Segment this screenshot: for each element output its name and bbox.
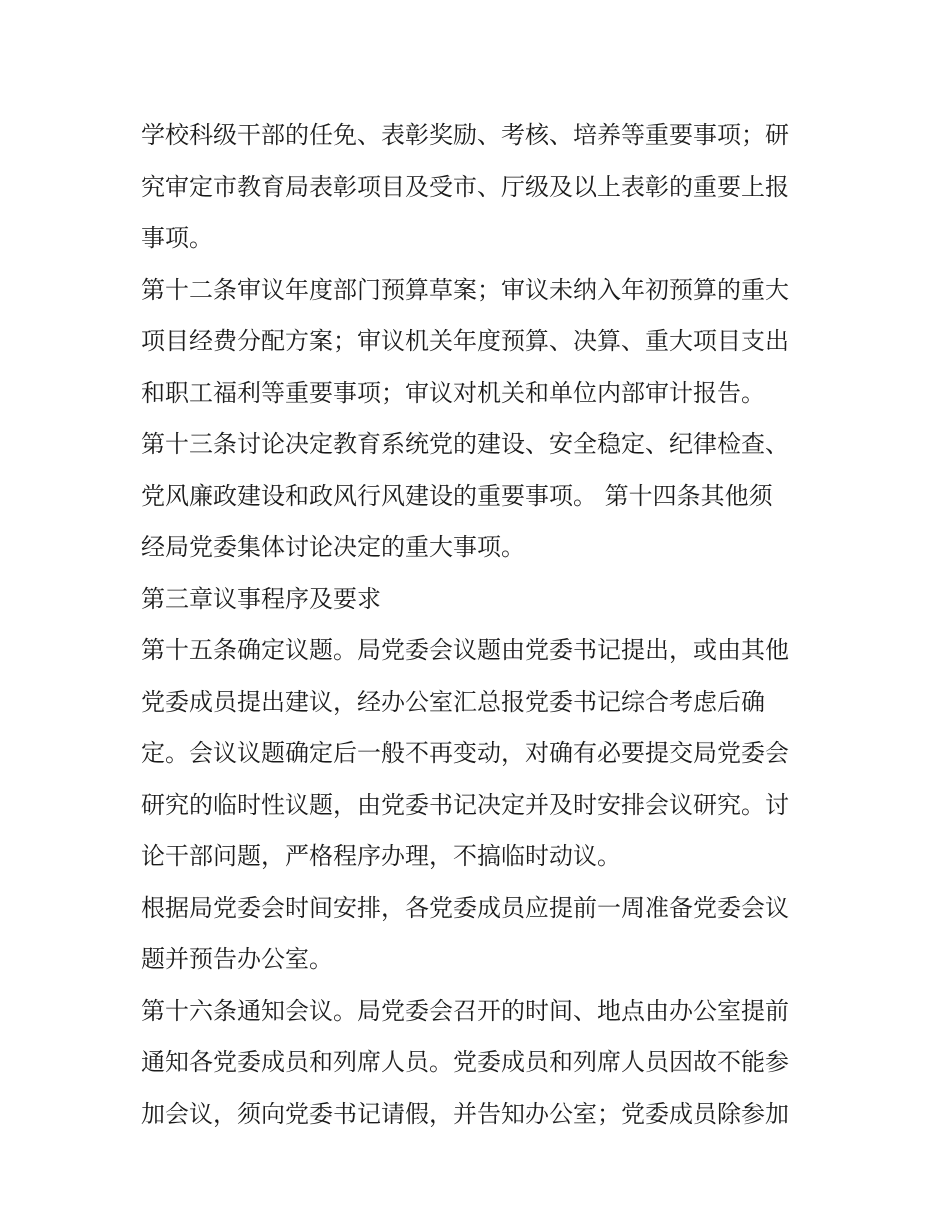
- text-line: 题并预告办公室。: [141, 945, 333, 973]
- text-line: 事项。: [141, 224, 213, 252]
- text-line: 究审定市教育局表彰项目及受市、厅级及以上表彰的重要上报: [141, 172, 789, 201]
- text-line: 定。会议议题确定后一般不再变动，对确有必要提交局党委会: [141, 739, 789, 767]
- text-line: 第十二条审议年度部门预算草案；审议未纳入年初预算的重大: [141, 275, 789, 304]
- text-line: 经局党委集体讨论决定的重大事项。: [141, 533, 525, 561]
- document-body: [141, 110, 821, 1140]
- text-line: 党委成员提出建议，经办公室汇总报党委书记综合考虑后确: [141, 687, 765, 716]
- text-line: 研究的临时性议题，由党委书记决定并及时安排会议研究。讨: [141, 790, 789, 819]
- text-line: 通知各党委成员和列席人员。党委成员和列席人员因故不能参: [141, 1048, 789, 1076]
- text-line: 第十六条通知会议。局党委会召开的时间、地点由办公室提前: [141, 996, 789, 1025]
- text-line: 第十三条讨论决定教育系统党的建设、安全稳定、纪律检查、: [141, 430, 789, 458]
- text-line: 第十五条确定议题。局党委会议题由党委书记提出，或由其他: [141, 636, 789, 664]
- text-line: 论干部问题，严格程序办理，不搞临时动议。: [141, 842, 621, 870]
- text-line: 项目经费分配方案；审议机关年度预算、决算、重大项目支出: [141, 327, 789, 355]
- text-line: 学校科级干部的任免、表彰奖励、考核、培养等重要事项；研: [141, 121, 789, 149]
- text-line: 和职工福利等重要事项；审议对机关和单位内部审计报告。: [141, 378, 765, 407]
- text-line: 党风廉政建设和政风行风建设的重要事项。 第十四条其他须: [141, 481, 773, 510]
- text-line: 加会议，须向党委书记请假，并告知办公室；党委成员除参加: [141, 1099, 789, 1128]
- chapter-heading: 第三章议事程序及要求: [141, 584, 381, 613]
- text-line: 根据局党委会时间安排，各党委成员应提前一周准备党委会议: [141, 893, 789, 922]
